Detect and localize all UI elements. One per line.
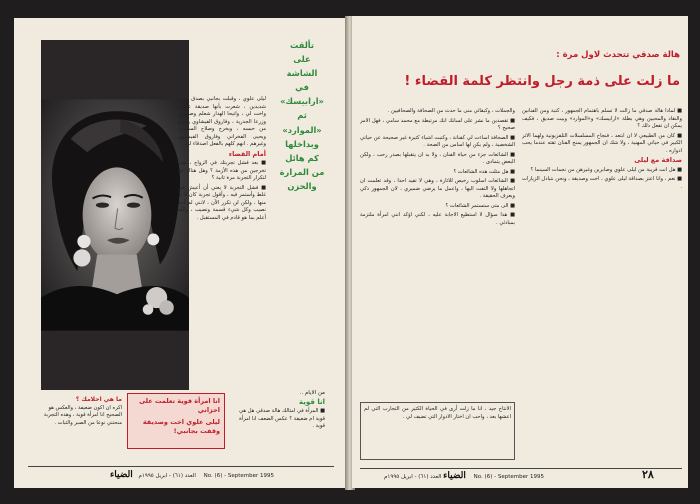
paragraph: ■ كان من الطبيعي لا ان ابتعد ، فنجاح المسلسلات التلفزيونية ولهما الاثر الكبير في حياتي المهنية ، ولا شك ان الجمهور يمنح الفنان ثقته عندما يحب ادواره .	[522, 132, 682, 154]
column-subhead: صداقة مع ليلى	[634, 156, 682, 164]
footer-issue: العدد (٦١) - ابريل ١٩٩٥م	[138, 473, 196, 479]
footer-rule	[28, 466, 334, 467]
side-quote-line: «ارابيسك»	[280, 96, 324, 107]
inset-box-text: الانتاج جيد ، انا ما زلت أرى في الحياة الكثير من التجارب التي لم اعشها بعد ، واحب ان اختار الادوار التي تضيف لي .	[364, 406, 511, 420]
box-left-title: ما هي احلامك ؟	[75, 396, 122, 403]
left-page-column-a-visible	[178, 96, 266, 368]
page-number: ٢٨	[642, 468, 654, 481]
box-mid	[230, 390, 325, 458]
box-mid-text: ■ المرأة في امثالك هالة صدقي هل هي قوية ام ضعيفة ؟ عكس الضعف انا امرأة قوية .	[239, 408, 325, 430]
side-quote	[269, 40, 335, 192]
side-quote-line: تألقت	[289, 40, 315, 50]
box-mid-title: انا قوية	[299, 397, 325, 406]
paragraph: ■ الشائعات جزء من حياة الفنان ، ولا بد ان يتقبلها بصدر رحب ، ولكن البعض يتمادى .	[360, 151, 515, 165]
footer-no: No. (6) - September 1995	[203, 473, 274, 479]
paragraph: ■ نعم ، وانا اعتز بصداقة ليلى علوي ، اخت وصديقة ، ونحن نتبادل الزيارات .	[522, 176, 682, 190]
paragraph: ■ فشل التجربة لا يعني أن أعيش في غلط وأستمر فيه ، وأقول تجربة كان لا بد منها ، ولكن لن تكرر الآن ، لانني لم أجد نصيب وكل شيء قسمة ونصيب ، والله أعلم بما هو قادم في المستقبل .	[178, 184, 266, 221]
footer-no: No. (6) - September 1995	[473, 474, 544, 480]
box-left-text: اكره ان اكون ضعيفة ، والعكس هو الصحيح انا امرأة قوية ، وهذه التجربة منحتني نوعا من الصبر والثبات .	[43, 404, 122, 426]
article-headline: ما زلت على ذمة رجل وانتظر كلمة القضاء !	[404, 74, 680, 89]
footer-right	[380, 471, 544, 481]
right-page	[352, 16, 688, 488]
side-quote-line: «الموارد»	[282, 124, 322, 135]
box-right-title: انا امرأة قوية تعلمت على احزاني	[139, 397, 220, 414]
side-quote-line: كم هائل	[285, 152, 319, 163]
article-kicker: هالة صدقي تتحدث لاول مرة :	[556, 50, 680, 60]
footer-left	[110, 470, 274, 480]
footer-issue: العدد (٦١) - ابريل ١٩٩٥م	[384, 474, 442, 480]
side-quote-line: والحزن	[287, 180, 317, 191]
inset-box	[360, 402, 515, 460]
paragraph: ليلى علوي ، وقبلت بجانبي بصدق رحب شديدين ، شعرت بأنها صديقة عزيزة واخت لي ، واتيحا الهدار شعلم وصابرين وزرعا الجذرية ، وفاروق الفيشاوي وخرج من حبسه ، ويخرج وصلاح السعدني ويحيى الفخراني وفاروق الفيشاوي وغيرهم . انهم كلهم بالفعل اصدقاء لي .	[178, 96, 266, 147]
paragraph: ■ هذا سؤال لا استطيع الاجابة عليه ، لكني اؤكد انني امرأة ملتزمة بمبادئي .	[360, 212, 515, 226]
box-left	[36, 396, 122, 456]
box-right	[127, 393, 225, 449]
paragraph: ■ تقصدين ما نشر على لسانك انك مرتبطة مع محمد سامي ، فهل الامر صحيح ؟	[360, 117, 515, 131]
paragraph: ■ الى متى ستستمر الشائعات ؟	[445, 202, 515, 209]
footer-brand: الضياء	[443, 471, 466, 481]
paragraph: ■ الشائعات اسلوب رخيص للاثارة ، وهي لا تفيد احدا ، وقد تعلمت ان اتجاهلها ولا التفت اليها ، واعمل ما يرضي ضميري ، لان الجمهور ذكي ويعرف الحقيقة .	[360, 178, 515, 199]
paragraph: ■ هل مثلت هذه الشائعات ؟	[453, 168, 515, 175]
footer-brand: الضياء	[110, 470, 133, 480]
box-right-line: ليلى علوي اخت وصديقة وقفت بجانبي!	[142, 418, 220, 435]
article-column-2	[360, 108, 515, 398]
footer-rule	[360, 468, 682, 469]
side-quote-line: على	[293, 54, 311, 65]
paragraph: ■ بعد فشل تجربتك في الزواج ، متى تخرجين من هذه الأزمة ؟ وهل هناك نية لتكرار التجربة مرة ثانية ؟	[178, 160, 266, 181]
paragraph: ■ لماذا هالة صدقي ما زالت لا تسلم باهتمام الجمهور ، كتبة ومن الفنانين والنقاد والمحبين وهي بطلة «ارابيسك» و«الموارد» وبيت صديق ، فكيف يمكن ان تفعل ذلك ؟	[522, 108, 682, 129]
side-quote-line: وبداخلها	[285, 138, 319, 149]
side-quote-line: من المرارة	[279, 166, 325, 177]
side-quote-line: ثم	[297, 110, 307, 121]
paragraph: والجملات ، وكبقائي منى ما حدث من الصحافة والصحافيين .	[387, 108, 515, 114]
side-quote-line: الشاشة	[286, 68, 318, 79]
paragraph: ■ الصحافة اساءت لي كفنانة ، وكتبت اشياء كثيرة غير صحيحة عن حياتي الشخصية ، ولم يكن لها اساس من الصحة .	[360, 134, 515, 148]
article-column-1	[522, 108, 682, 460]
portrait-photo	[41, 40, 189, 390]
paragraph: ■ هل انت قريبة من ليلى علوي وصابرين وغيرهن من نجمات السينما ؟	[530, 166, 682, 173]
box-mid-kicker: من الايام ..	[299, 390, 325, 396]
column-subhead: أمام القضاء	[228, 149, 266, 158]
side-quote-line: في	[295, 82, 309, 93]
portrait-illustration	[41, 40, 189, 390]
